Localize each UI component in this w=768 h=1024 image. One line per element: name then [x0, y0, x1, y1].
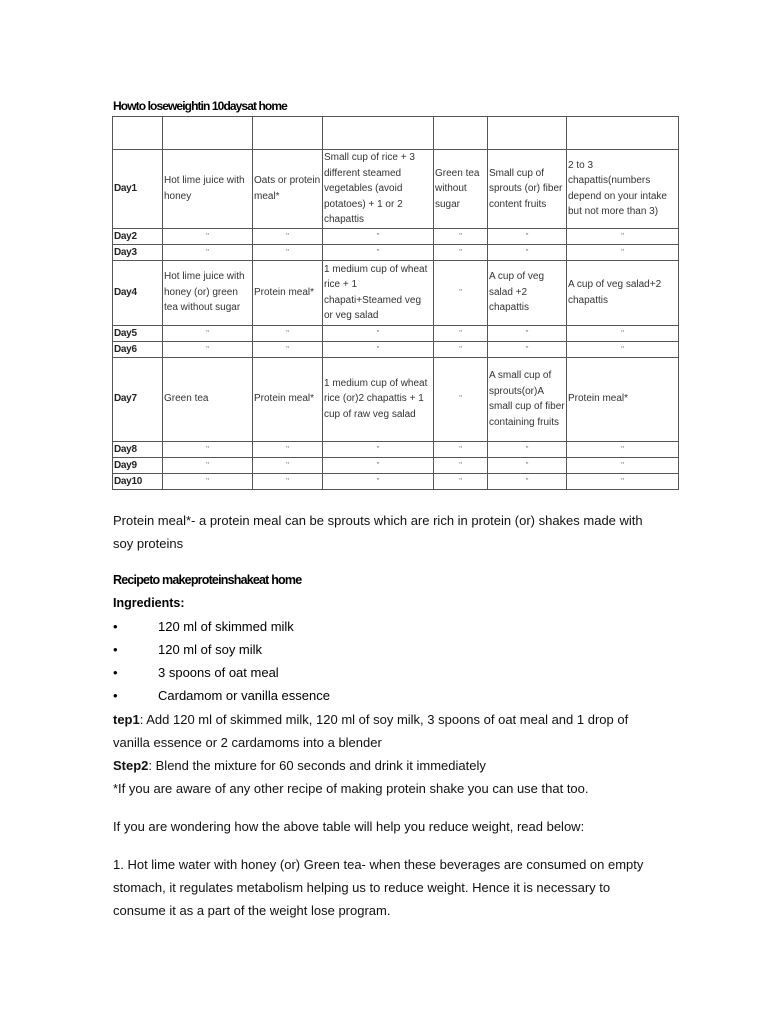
- day-label: Day7: [113, 357, 163, 441]
- day-label: Day2: [113, 228, 163, 244]
- meal-cell: ": [488, 228, 567, 244]
- meal-cell: ": [434, 260, 488, 325]
- meal-cell: ": [567, 473, 679, 489]
- protein-note-line2: soy proteins: [113, 536, 184, 551]
- day-label: Day6: [113, 341, 163, 357]
- table-row: [113, 357, 679, 441]
- meal-cell: ": [253, 228, 323, 244]
- meal-cell: ": [163, 473, 253, 489]
- table-row: [113, 341, 679, 357]
- meal-cell: 1 medium cup of wheat rice (or)2 chapattis + 1 cup of raw veg salad: [323, 357, 434, 441]
- step2-text: : Blend the mixture for 60 seconds and drink it immediately: [148, 758, 486, 773]
- meal-cell: ": [567, 244, 679, 260]
- point1-line3: consume it as a part of the weight lose program.: [113, 903, 391, 918]
- table-row: [113, 150, 679, 229]
- meal-cell: ": [488, 341, 567, 357]
- meal-cell: ": [323, 228, 434, 244]
- point1-line1: 1. Hot lime water with honey (or) Green tea- when these beverages are consumed on empty: [113, 857, 644, 872]
- meal-cell: ": [163, 341, 253, 357]
- wondering-text: If you are wondering how the above table will help you reduce weight, read below:: [113, 819, 585, 834]
- ingredient-text: 3 spoons of oat meal: [158, 665, 279, 680]
- day-label: Day3: [113, 244, 163, 260]
- ingredient-item: [113, 642, 262, 657]
- header-cell: [323, 117, 434, 150]
- meal-cell: ": [163, 244, 253, 260]
- bullet-icon: •: [113, 619, 118, 634]
- meal-cell: ": [488, 325, 567, 341]
- header-cell: [163, 117, 253, 150]
- step1-line2: vanilla essence or 2 cardamoms into a blender: [113, 735, 382, 750]
- meal-cell: Hot lime juice with honey (or) green tea without sugar: [163, 260, 253, 325]
- meal-cell: ": [434, 325, 488, 341]
- day-label: Day9: [113, 457, 163, 473]
- header-cell: [434, 117, 488, 150]
- table-row: [113, 244, 679, 260]
- meal-cell: Small cup of sprouts (or) fiber content fruits: [488, 150, 567, 229]
- day-label: Day8: [113, 441, 163, 457]
- ingredient-item: [113, 688, 330, 703]
- meal-cell: ": [434, 473, 488, 489]
- step1-line1: [113, 708, 628, 731]
- meal-cell: ": [488, 441, 567, 457]
- diet-plan-table: [112, 116, 679, 490]
- day-label: Day1: [113, 150, 163, 229]
- meal-cell: ": [434, 244, 488, 260]
- meal-cell: ": [323, 325, 434, 341]
- meal-cell: ": [434, 341, 488, 357]
- ingredient-text: 120 ml of skimmed milk: [158, 619, 294, 634]
- recipe-title: Recipeto makeproteinshakeat home: [113, 573, 302, 587]
- meal-cell: 1 medium cup of wheat rice + 1 chapati+Steamed veg or veg salad: [323, 260, 434, 325]
- header-cell: [113, 117, 163, 150]
- table-header-row: [113, 117, 679, 150]
- meal-cell: ": [488, 457, 567, 473]
- bullet-icon: •: [113, 665, 118, 680]
- point1-line2: stomach, it regulates metabolism helping us to reduce weight. Hence it is necessary to: [113, 880, 611, 895]
- meal-cell: 2 to 3 chapattis(numbers depend on your intake but not more than 3): [567, 150, 679, 229]
- other-recipe-note: *If you are aware of any other recipe of making protein shake you can use that too.: [113, 781, 589, 796]
- meal-cell: A cup of veg salad +2 chapattis: [488, 260, 567, 325]
- ingredients-label: Ingredients:: [113, 596, 185, 610]
- table-row: [113, 457, 679, 473]
- ingredient-item: [113, 619, 294, 634]
- meal-cell: ": [163, 228, 253, 244]
- bullet-icon: •: [113, 642, 118, 657]
- meal-cell: ": [323, 473, 434, 489]
- step2-line: [113, 754, 486, 777]
- meal-cell: ": [323, 441, 434, 457]
- header-cell: [567, 117, 679, 150]
- meal-cell: Green tea: [163, 357, 253, 441]
- meal-cell: Protein meal*: [567, 357, 679, 441]
- day-label: Day4: [113, 260, 163, 325]
- meal-cell: ": [434, 441, 488, 457]
- table-row: [113, 228, 679, 244]
- meal-cell: ": [323, 457, 434, 473]
- meal-cell: ": [163, 441, 253, 457]
- ingredient-text: 120 ml of soy milk: [158, 642, 263, 657]
- header-cell: [488, 117, 567, 150]
- meal-cell: ": [323, 341, 434, 357]
- meal-cell: ": [488, 244, 567, 260]
- meal-cell: ": [488, 473, 567, 489]
- meal-cell: Hot lime juice with honey: [163, 150, 253, 229]
- header-cell: [253, 117, 323, 150]
- meal-cell: A cup of veg salad+2 chapattis: [567, 260, 679, 325]
- meal-cell: Oats or protein meal*: [253, 150, 323, 229]
- meal-cell: ": [253, 325, 323, 341]
- table-row: [113, 473, 679, 489]
- meal-cell: Protein meal*: [253, 357, 323, 441]
- meal-cell: ": [323, 244, 434, 260]
- meal-cell: ": [567, 228, 679, 244]
- ingredient-item: [113, 665, 279, 680]
- meal-cell: A small cup of sprouts(or)A small cup of fiber containing fruits: [488, 357, 567, 441]
- meal-cell: ": [567, 325, 679, 341]
- protein-note-line1: Protein meal*- a protein meal can be sprouts which are rich in protein (or) shakes made with: [113, 513, 643, 528]
- day-label: Day10: [113, 473, 163, 489]
- step1-label: tep1: [113, 712, 140, 727]
- meal-cell: ": [434, 357, 488, 441]
- step1-text: : Add 120 ml of skimmed milk, 120 ml of soy milk, 3 spoons of oat meal and 1 drop of: [139, 712, 629, 727]
- meal-cell: ": [567, 457, 679, 473]
- page-title: Howto loseweightin 10daysat home: [113, 99, 287, 113]
- bullet-icon: •: [113, 688, 118, 703]
- meal-cell: ": [163, 325, 253, 341]
- table-row: [113, 441, 679, 457]
- meal-cell: ": [434, 228, 488, 244]
- meal-cell: ": [253, 244, 323, 260]
- table-row: [113, 260, 679, 325]
- meal-cell: ": [434, 457, 488, 473]
- meal-cell: ": [163, 457, 253, 473]
- meal-cell: ": [253, 457, 323, 473]
- meal-cell: Small cup of rice + 3 different steamed vegetables (avoid potatoes) + 1 or 2 chapattis: [323, 150, 434, 229]
- meal-cell: ": [567, 441, 679, 457]
- meal-cell: Green tea without sugar: [434, 150, 488, 229]
- meal-cell: ": [253, 473, 323, 489]
- meal-cell: ": [567, 341, 679, 357]
- step2-label: Step2: [113, 758, 149, 773]
- day-label: Day5: [113, 325, 163, 341]
- meal-cell: ": [253, 441, 323, 457]
- meal-cell: ": [253, 341, 323, 357]
- ingredient-text: Cardamom or vanilla essence: [158, 688, 330, 703]
- table-row: [113, 325, 679, 341]
- meal-cell: Protein meal*: [253, 260, 323, 325]
